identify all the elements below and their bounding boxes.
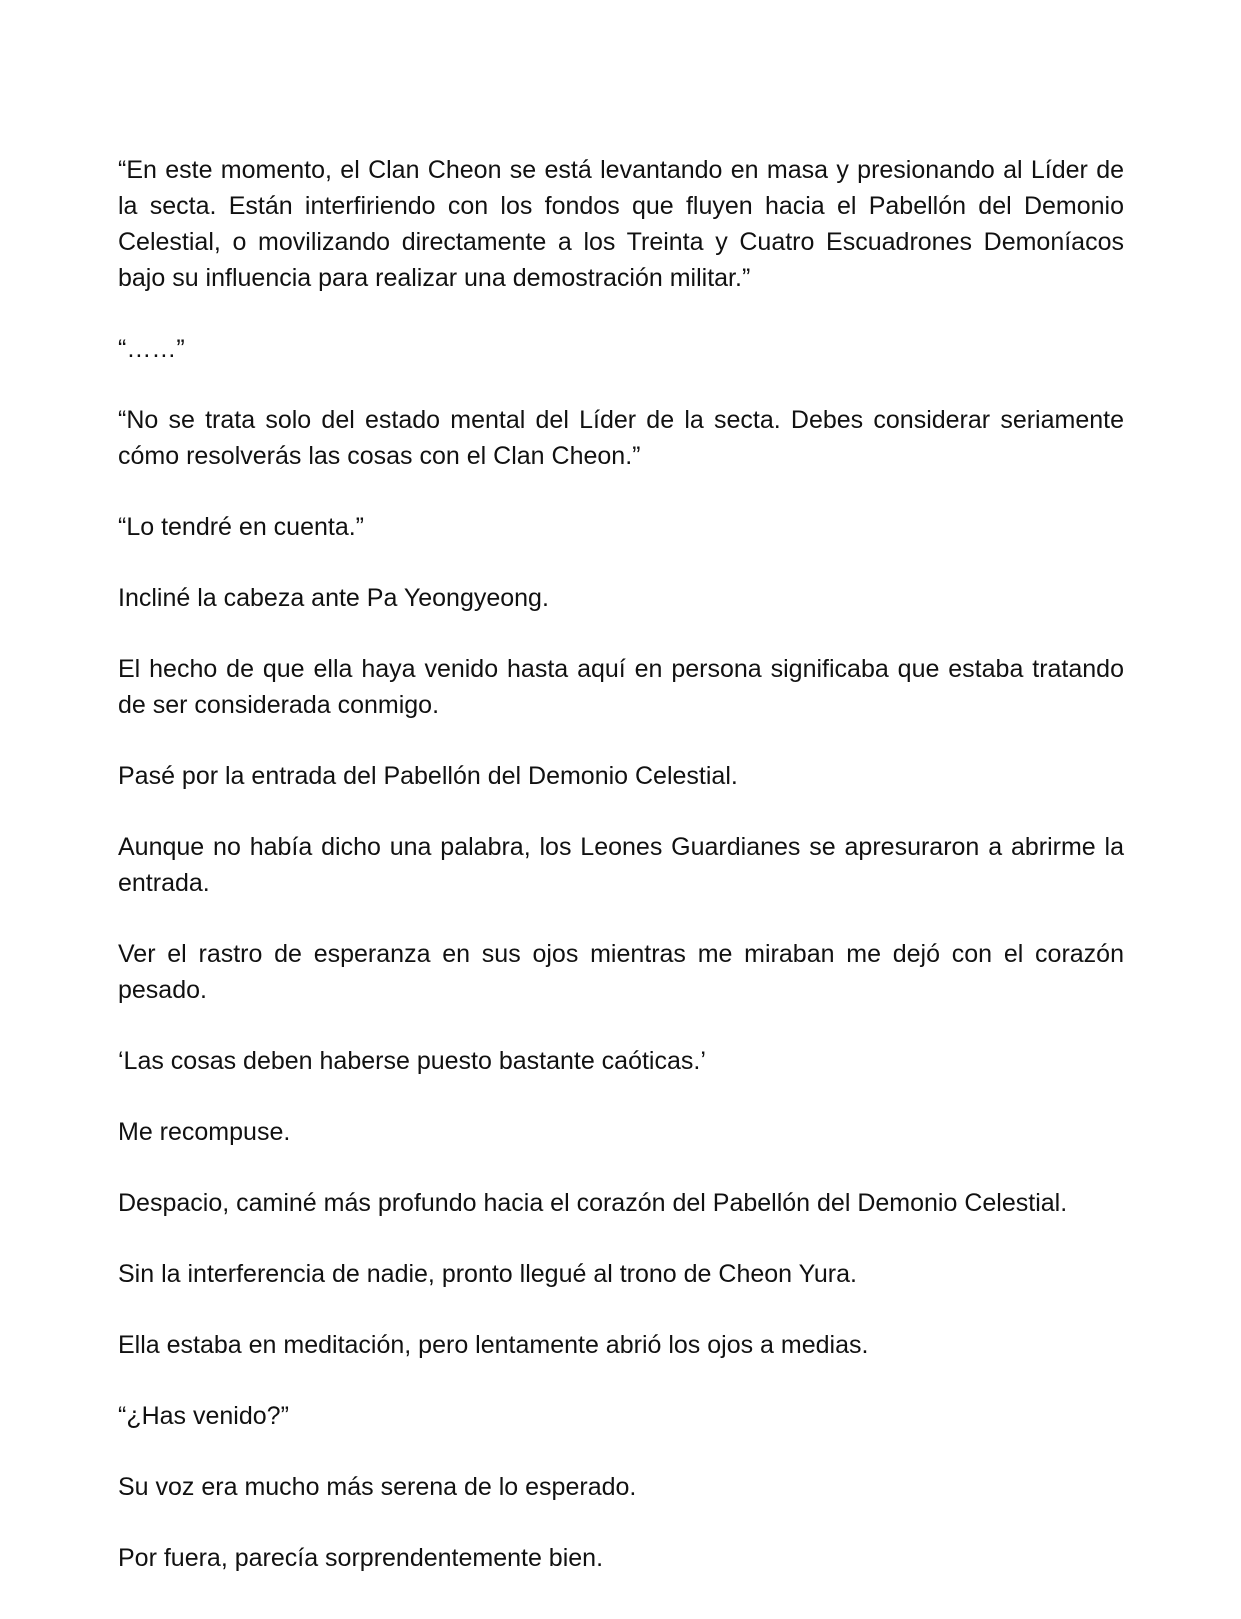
- paragraph: “En este momento, el Clan Cheon se está levantando en masa y presionando al Líder de la secta. Están interfiriendo con los fondos que fluyen hacia el Pabellón del Demonio Celestial, o movilizando directamente a los Treinta y Cuatro Escuadrones Demoníacos bajo su influencia para realizar una demostración militar.”: [118, 156, 1124, 292]
- paragraph: ‘Las cosas deben haberse puesto bastante caóticas.’: [118, 1047, 706, 1075]
- paragraph: Ella estaba en meditación, pero lentamente abrió los ojos a medias.: [118, 1331, 869, 1359]
- paragraph: “……”: [118, 335, 185, 363]
- paragraph: Sin la interferencia de nadie, pronto llegué al trono de Cheon Yura.: [118, 1260, 857, 1288]
- paragraph: El hecho de que ella haya venido hasta aquí en persona significaba que estaba tratando de ser considerada conmigo.: [118, 655, 1124, 719]
- paragraph: “Lo tendré en cuenta.”: [118, 513, 364, 541]
- paragraph: Pasé por la entrada del Pabellón del Demonio Celestial.: [118, 762, 738, 790]
- paragraph: Su voz era mucho más serena de lo esperado.: [118, 1473, 637, 1501]
- paragraph: Por fuera, parecía sorprendentemente bien.: [118, 1544, 604, 1572]
- paragraph: Aunque no había dicho una palabra, los Leones Guardianes se apresuraron a abrirme la entrada.: [118, 833, 1124, 897]
- paragraph: Ver el rastro de esperanza en sus ojos mientras me miraban me dejó con el corazón pesado.: [118, 940, 1124, 1004]
- paragraph: Despacio, caminé más profundo hacia el corazón del Pabellón del Demonio Celestial.: [118, 1189, 1068, 1217]
- paragraph: “¿Has venido?”: [118, 1402, 289, 1430]
- document-body: [118, 152, 1124, 1611]
- paragraph: “No se trata solo del estado mental del Líder de la secta. Debes considerar seriamente cómo resolverás las cosas con el Clan Cheon.”: [118, 406, 1124, 470]
- paragraph: Incliné la cabeza ante Pa Yeongyeong.: [118, 584, 549, 612]
- paragraph: Me recompuse.: [118, 1118, 291, 1146]
